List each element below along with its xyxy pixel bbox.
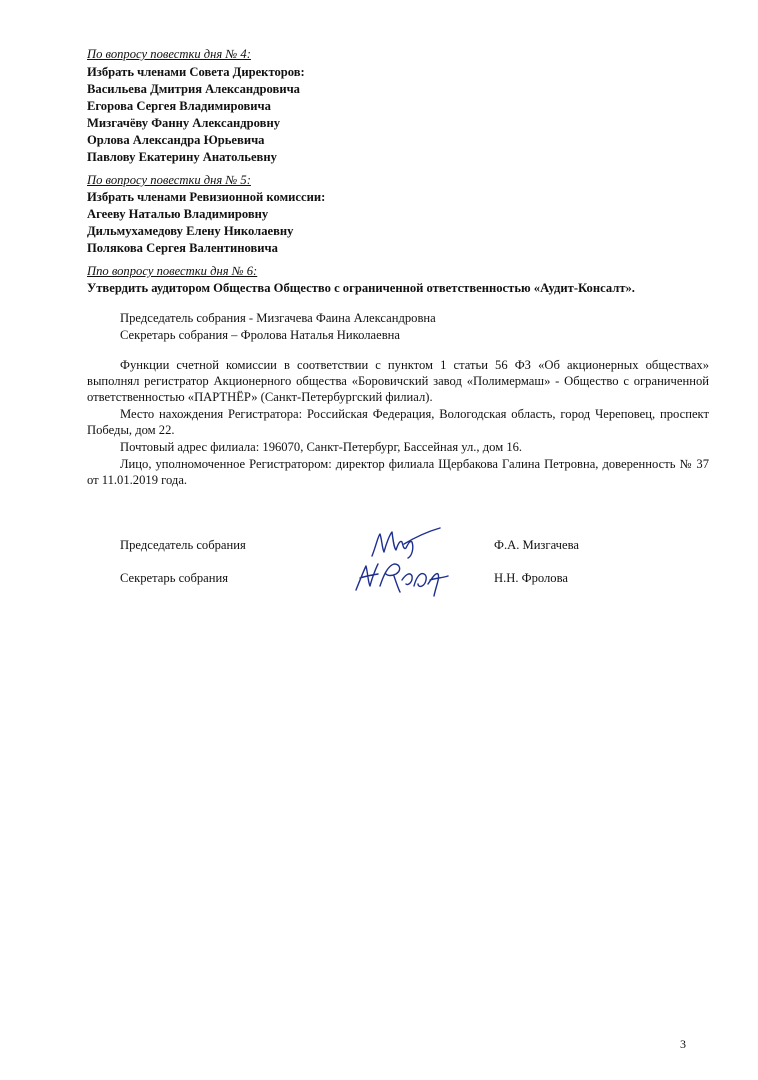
registrar-location-text: Место нахождения Регистратора: Российская Федерация, Вологодская область, город Череповец, проспект Победы, дом 22. bbox=[87, 407, 709, 437]
agenda-4-resolution: Избрать членами Совета Директоров: bbox=[87, 65, 305, 79]
secretary-signature-label: Секретарь собрания bbox=[120, 571, 229, 585]
postal-address-paragraph bbox=[87, 439, 709, 455]
agenda-4-candidate: Орлова Александра Юрьевича bbox=[87, 133, 265, 147]
registrar-location-paragraph bbox=[87, 406, 709, 438]
counting-commission-text: Функции счетной комиссии в соответствии с пунктом 1 статьи 56 ФЗ «Об акционерных обществах» выполнял регистратор Акционерного общества «Боровичский завод «Полимермаш» - Общество с ограниченной ответственностью «ПАРТНЁР» (Санкт-Петербургский филиал). bbox=[87, 358, 709, 404]
agenda-6-heading: Ппо вопросу повестки дня № 6: bbox=[87, 264, 258, 278]
page-number: 3 bbox=[680, 1037, 686, 1051]
agenda-5-candidate: Полякова Сергея Валентиновича bbox=[87, 241, 278, 255]
agenda-4-heading: По вопросу повестки дня № 4: bbox=[87, 47, 251, 61]
counting-commission-paragraph bbox=[87, 357, 709, 405]
agenda-4-candidate: Павлову Екатерину Анатольевну bbox=[87, 150, 277, 164]
authorized-person-paragraph bbox=[87, 456, 709, 488]
postal-address-text: Почтовый адрес филиала: 196070, Санкт-Петербург, Бассейная ул., дом 16. bbox=[120, 440, 523, 454]
authorized-person-text: Лицо, уполномоченное Регистратором: директор филиала Щербакова Галина Петровна, доверенность № 37 от 11.01.2019 года. bbox=[87, 457, 709, 487]
agenda-4-candidate: Васильева Дмитрия Александровича bbox=[87, 82, 300, 96]
secretary-signature-name: Н.Н. Фролова bbox=[494, 571, 568, 585]
agenda-5-heading: По вопросу повестки дня № 5: bbox=[87, 173, 251, 187]
agenda-4-candidate: Егорова Сергея Владимировича bbox=[87, 99, 271, 113]
agenda-5-candidate: Агееву Наталью Владимировну bbox=[87, 207, 269, 221]
chair-signature-name: Ф.А. Мизгачева bbox=[494, 538, 579, 552]
secretary-handwritten-signature bbox=[350, 556, 460, 598]
agenda-6-resolution: Утвердить аудитором Общества Общество с ограниченной ответственностью «Аудит-Консалт». bbox=[87, 281, 635, 295]
agenda-5-candidate: Дильмухамедову Елену Николаевну bbox=[87, 224, 294, 238]
agenda-5-resolution: Избрать членами Ревизионной комиссии: bbox=[87, 190, 326, 204]
agenda-4-candidate: Мизгачёву Фанну Александровну bbox=[87, 116, 280, 130]
secretary-officer-line: Секретарь собрания – Фролова Наталья Николаевна bbox=[120, 328, 400, 342]
chair-signature-label: Председатель собрания bbox=[120, 538, 246, 552]
chair-officer-line: Председатель собрания - Мизгачева Фаина Александровна bbox=[120, 311, 436, 325]
